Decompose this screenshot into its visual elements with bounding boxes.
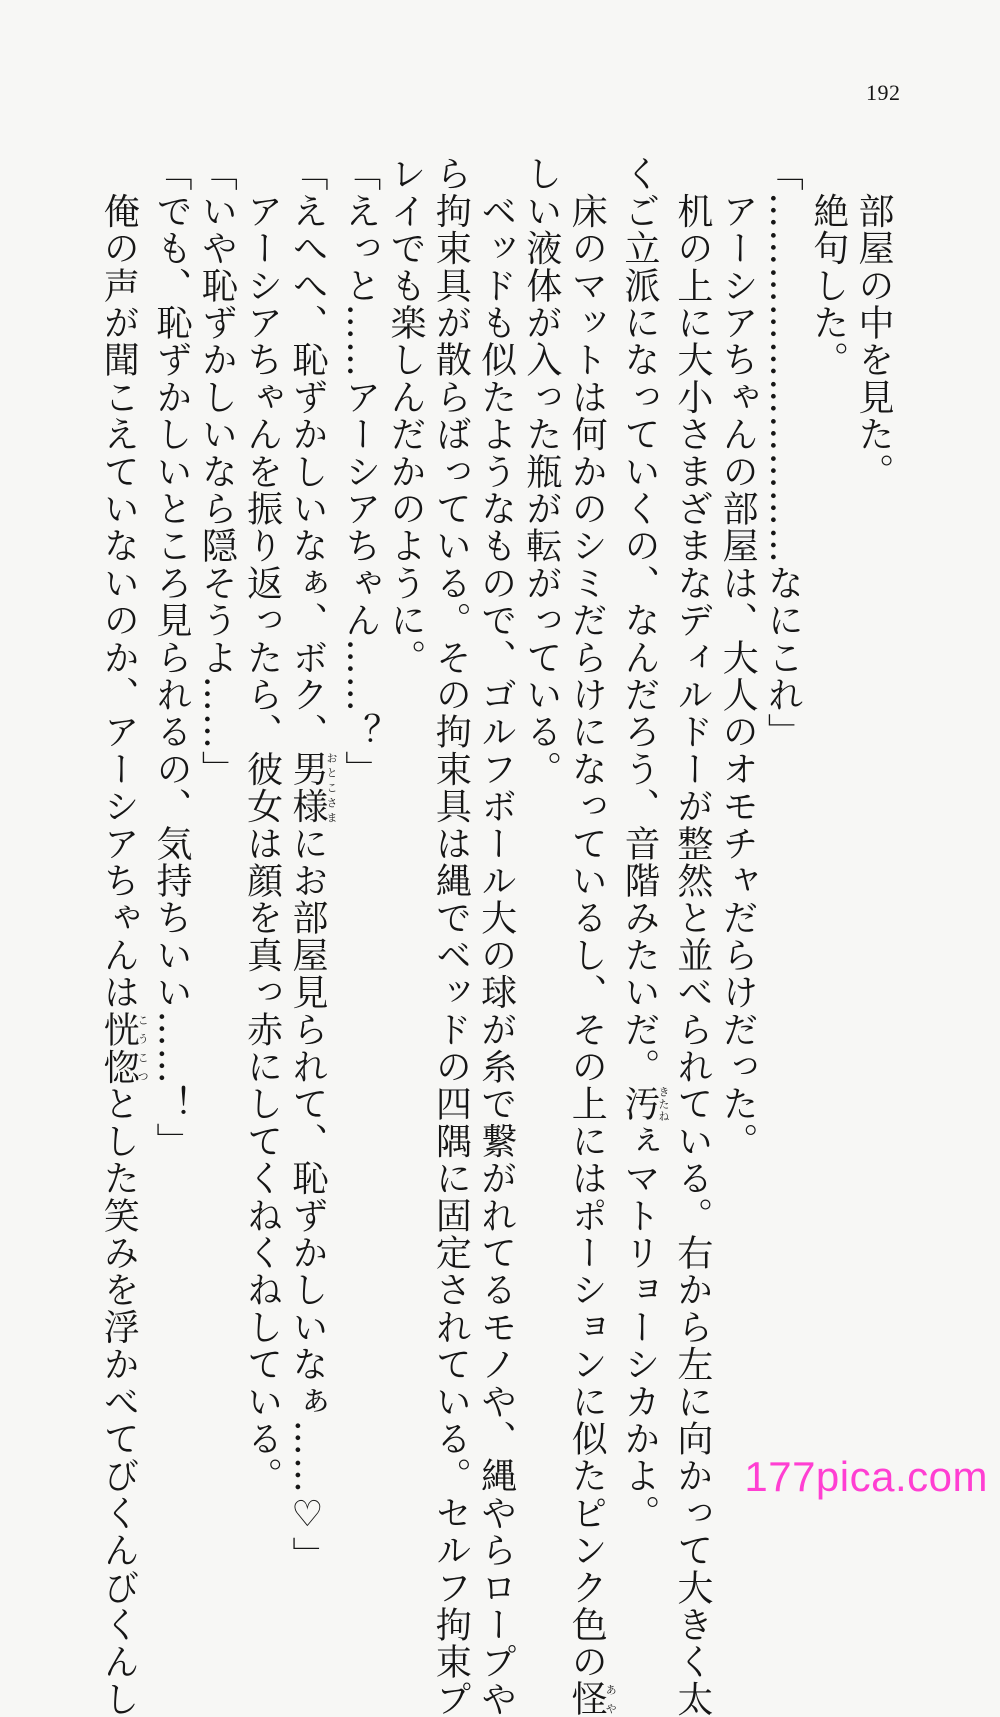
text-line bbox=[428, 155, 473, 1717]
text-line bbox=[239, 155, 284, 1495]
text-line bbox=[760, 155, 805, 1475]
text-line bbox=[383, 155, 428, 1475]
text-run: ら拘束具が散らばっている。その拘束具は縄でベッドの四隅に固定されている。セルフ拘束プ bbox=[430, 155, 472, 1717]
text-run: 机の上に大小さまざまなディルドーが整然と並べられている。右から左に向かって大きく太 bbox=[671, 155, 713, 1717]
ruby-base: 怪 bbox=[566, 1680, 608, 1717]
ruby-reading: きたね bbox=[657, 1085, 671, 1123]
text-run: 床のマットは何かのシミだらけになっているし、その上にはポーションに似たピンク色の bbox=[566, 155, 608, 1681]
ruby-base: 男様 bbox=[286, 750, 328, 825]
text-run: ベッドも似たようなもので、ゴルフボール大の球が糸で繋がれてるモノや、縄やらロープや bbox=[475, 155, 517, 1717]
text-run: 「いや恥ずかしいなら隠そうよ……」 bbox=[196, 155, 238, 788]
text-line bbox=[715, 155, 760, 1475]
text-run: しい液体が入った瓶が転がっている。 bbox=[520, 155, 562, 788]
text-run: 絶句した。 bbox=[807, 155, 849, 379]
text-run: とした笑みを浮かべてびくんびくんし bbox=[98, 1085, 140, 1717]
ruby-annotated-word bbox=[566, 1680, 618, 1717]
page-number: 192 bbox=[866, 80, 901, 105]
ruby-reading: あや bbox=[604, 1680, 618, 1717]
text-line bbox=[473, 155, 518, 1717]
text-line bbox=[285, 155, 338, 1574]
text-line bbox=[149, 155, 194, 1475]
ruby-annotated-word bbox=[98, 1010, 150, 1086]
text-run: にお部屋見られて、恥ずかしいなぁ……♡」 bbox=[286, 824, 328, 1574]
text-run: 俺の声が聞こえていないのか、アーシアちゃんは bbox=[98, 155, 140, 1011]
ruby-reading: おとこさま bbox=[324, 750, 338, 825]
text-line bbox=[337, 155, 382, 1475]
text-run: くご立派になっていくの、なんだろう、音階みたいだ。 bbox=[619, 155, 661, 1085]
text-line bbox=[194, 155, 239, 1475]
text-line bbox=[564, 155, 618, 1717]
text-line bbox=[96, 155, 150, 1717]
text-line bbox=[519, 155, 564, 1475]
text-line bbox=[805, 155, 850, 1475]
ruby-base: 恍惚 bbox=[98, 1010, 140, 1086]
text-line bbox=[851, 155, 896, 1475]
text-run: 部屋の中を見た。 bbox=[853, 155, 894, 490]
text-run: 「…………………………なにこれ」 bbox=[762, 155, 804, 751]
ruby-reading: こうこつ bbox=[136, 1010, 150, 1086]
text-run: ぇマトリョーシカかよ。 bbox=[619, 1122, 661, 1532]
site-watermark: 177pica.com bbox=[744, 1453, 988, 1500]
text-run: アーシアちゃんの部屋は、大人のオモチャだらけだった。 bbox=[717, 155, 759, 1160]
text-run: 「でも、恥ずかしいところ見られるの、気持ちいい……！」 bbox=[151, 155, 193, 1160]
text-run: レイでも楽しんだかのように。 bbox=[385, 155, 427, 676]
text-run: 「えへへ、恥ずかしいなぁ、ボク、 bbox=[286, 155, 328, 751]
text-line bbox=[617, 155, 671, 1532]
ruby-base: 汚 bbox=[619, 1085, 661, 1123]
text-run: 「えっと……アーシアちゃん……？」 bbox=[339, 155, 381, 788]
text-run: アーシアちゃんを振り返ったら、彼女は顔を真っ赤にしてくねくねしている。 bbox=[241, 155, 283, 1495]
text-line bbox=[670, 155, 715, 1717]
ruby-annotated-word bbox=[286, 750, 338, 825]
ruby-annotated-word bbox=[619, 1085, 671, 1123]
